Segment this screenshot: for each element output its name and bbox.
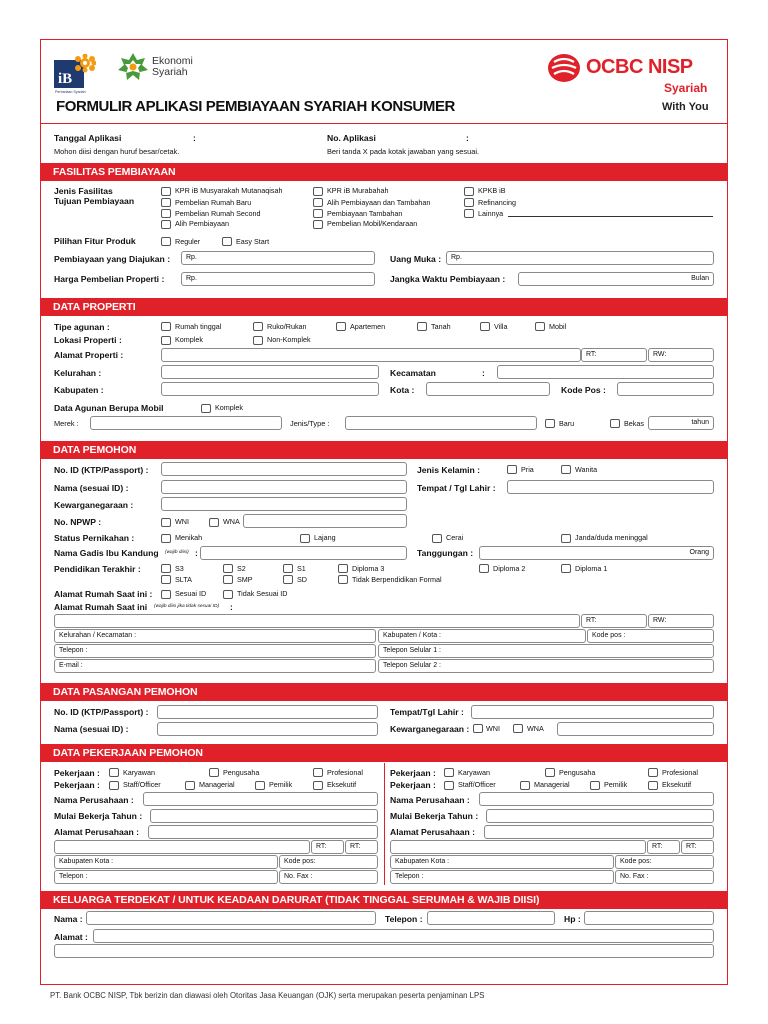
d2-checkbox[interactable] [479,564,489,573]
pek2-rt-input[interactable] [647,840,680,854]
jangka-bulan: Bulan [691,275,709,282]
pek2-telepon-label: Telepon : [395,873,424,880]
pek2-perusahaan-label: Nama Perusahaan : [390,795,470,805]
pek1-karyawan-checkbox[interactable] [109,768,119,777]
sd-checkbox[interactable] [283,575,293,584]
mobil-komplek-checkbox[interactable] [201,404,211,413]
pek1-fax-input[interactable] [279,870,378,884]
jenis-fasilitas-label: Jenis Fasilitas [54,186,113,196]
telepon-label: Telepon : [59,647,88,654]
smp-checkbox[interactable] [223,575,233,584]
pek1-staff-label: Staff/Officer [123,780,161,789]
pendidikan-label: Pendidikan Terakhir : [54,564,141,574]
opt-lainnya-checkbox[interactable] [464,209,474,218]
alamat-ini-rw[interactable] [648,614,714,628]
alamat-ini-rt-label: RT: [586,617,597,624]
opt-rumah-second-label: Pembelian Rumah Second [175,209,261,218]
opt-kpr-mm-label: KPR iB Musyarakah Mutanaqisah [175,186,283,195]
tahun-input[interactable] [648,416,714,430]
tahun-unit: tahun [691,419,709,426]
section-pasangan-header: DATA PASANGAN PEMOHON [41,683,727,701]
no-aplikasi-colon: : [466,133,469,143]
janda-checkbox[interactable] [561,534,571,543]
selular1-input[interactable] [378,644,714,658]
ekonomi-star-icon [117,52,149,84]
opt-rumah-baru-checkbox[interactable] [161,198,171,207]
pek1-kabkota-label: Kabupaten Kota : [59,858,114,865]
footer-disclaimer: PT. Bank OCBC NISP, Tbk berizin dan diawasi oleh Otoritas Jasa Keuangan (OJK) serta merupakan peserta penjaminan LPS [50,991,485,1000]
header-rule [41,123,727,124]
form-title: FORMULIR APLIKASI PEMBIAYAAN SYARIAH KONSUMER [56,98,455,115]
pek1-managerial-label: Managerial [199,780,235,789]
pasangan-nama-input[interactable] [157,722,378,736]
s3-label: S3 [175,564,184,573]
tipe-rumah-label: Rumah tinggal [175,322,222,331]
properti-rt-label: RT: [586,351,597,358]
alamat-ini-rt[interactable] [581,614,647,628]
uang-muka-rp: Rp. [451,254,462,261]
email-label: E-mail : [59,662,83,669]
opt-rumah-second-checkbox[interactable] [161,209,171,218]
keluarga-hp-input[interactable] [584,911,714,925]
kodepos-input[interactable] [617,382,714,396]
d1-label: Diploma 1 [575,564,608,573]
tujuan-pembiayaan-label: Tujuan Pembiayaan [54,196,135,206]
section-properti-header: DATA PROPERTI [41,298,727,316]
section-keluarga-header: KELUARGA TERDEKAT / UNTUK KEADAAN DARURAT (TIDAK TINGGAL SERUMAH & WAJIB DIISI) [41,891,727,909]
kode-pos-label: Kode pos : [592,632,626,639]
pek2-managerial-label: Managerial [534,780,570,789]
pek1-profesional-label: Profesional [327,768,363,777]
pemohon-nama-label: Nama (sesuai ID) : [54,483,129,493]
tidak-sesuai-id-label: Tidak Sesuai ID [237,589,288,598]
pek2-kabkota-label: Kabupaten Kota : [395,858,450,865]
pek1-perusahaan-input[interactable] [143,792,378,806]
fitur-produk-label: Pilihan Fitur Produk [54,236,136,246]
pek2-karyawan-label: Karyawan [458,768,490,777]
keluarga-telepon-input[interactable] [427,911,555,925]
pek2-kodepos-input[interactable] [615,855,714,869]
pek1-eksekutif-label: Eksekutif [327,780,357,789]
pek2-staff-label: Staff/Officer [458,780,496,789]
pek2-profesional-checkbox[interactable] [648,768,658,777]
pek1-rt2-label: RT: [350,843,361,850]
mobil-label: Data Agunan Berupa Mobil [54,403,164,413]
pek2-alamat-line2[interactable] [390,840,646,854]
menikah-checkbox[interactable] [161,534,171,543]
note-mark-x: Beri tanda X pada kotak jawaban yang sesuai. [327,147,480,156]
s3-checkbox[interactable] [161,564,171,573]
s2-label: S2 [237,564,246,573]
fitur-easy-start-checkbox[interactable] [222,237,232,246]
d3-checkbox[interactable] [338,564,348,573]
tanggal-aplikasi-label: Tanggal Aplikasi [54,133,122,143]
fitur-easy-start-label: Easy Start [236,237,270,246]
tipe-apartemen-checkbox[interactable] [336,322,346,331]
opt-refinancing-checkbox[interactable] [464,198,474,207]
pasangan-ttl-input[interactable] [471,705,714,719]
pek1-kodepos-label: Kode pos: [284,858,316,865]
harga-label: Harga Pembelian Properti : [54,274,165,284]
opt-alih-tambahan-checkbox[interactable] [313,198,323,207]
tagline: With You [662,101,709,113]
nonformal-checkbox[interactable] [338,575,348,584]
alamat-properti-rw[interactable] [648,348,714,362]
opt-lainnya-label: Lainnya [478,209,504,218]
pek2-fax-input[interactable] [615,870,714,884]
jenis-type-label: Jenis/Type : [290,419,330,428]
pek2-pemilik-label: Pemilik [604,780,628,789]
pek1-rt-label: RT: [316,843,327,850]
pek2-alamat-input[interactable] [484,825,714,839]
pek1-alamat-line2[interactable] [54,840,310,854]
slta-checkbox[interactable] [161,575,171,584]
lainnya-input-line[interactable] [508,216,713,217]
keluarga-alamat-line2[interactable] [54,944,714,958]
tanggungan-unit: Orang [689,549,709,556]
mobil-komplek-label: Komplek [215,403,243,412]
smp-label: SMP [237,575,253,584]
tipe-villa-label: Villa [494,322,508,331]
ekonomi-line2: Syariah [152,66,188,78]
tidak-sesuai-id-checkbox[interactable] [223,590,233,599]
status-label: Status Pernikahan : [54,533,135,543]
section-pemohon-header: DATA PEMOHON [41,441,727,459]
pemohon-id-input[interactable] [161,462,407,476]
s1-checkbox[interactable] [283,564,293,573]
cerai-checkbox[interactable] [432,534,442,543]
pek2-fax-label: No. Fax : [620,873,649,880]
opt-kpr-mm-checkbox[interactable] [161,187,171,196]
pek1-eksekutif-checkbox[interactable] [313,781,323,790]
pek2-karyawan-checkbox[interactable] [444,768,454,777]
pek2-perusahaan-input[interactable] [479,792,714,806]
warga-label: Kewarganegaraan : [54,500,134,510]
uang-muka-input[interactable] [446,251,714,265]
kode-pos-input[interactable] [587,629,714,643]
pria-label: Pria [521,465,534,474]
kel-kec-input[interactable] [54,629,376,643]
keluarga-nama-input[interactable] [86,911,376,925]
npwp-wna-label: WNA [223,517,240,526]
kabupaten-label: Kabupaten : [54,385,104,395]
tipe-ruko-checkbox[interactable] [253,322,263,331]
brand-sub: Syariah [664,81,708,95]
note-uppercase: Mohon diisi dengan huruf besar/cetak. [54,147,180,156]
s1-label: S1 [297,564,306,573]
pemohon-id-label: No. ID (KTP/Passport) : [54,465,149,475]
kodepos-label: Kode Pos : [561,385,606,395]
pek1-rt-input[interactable] [311,840,344,854]
selular1-label: Telepon Selular 1 : [383,647,441,654]
pek1-kodepos-input[interactable] [279,855,378,869]
kecamatan-input[interactable] [497,365,714,379]
pasangan-nama-label: Nama (sesuai ID) : [54,724,129,734]
pek2-mulai-label: Mulai Bekerja Tahun : [390,811,479,821]
baru-checkbox[interactable] [545,419,555,428]
sesuai-id-label: Sesuai ID [175,589,207,598]
ibu-input[interactable] [200,546,407,560]
pek2-eksekutif-checkbox[interactable] [648,781,658,790]
ib-logo [54,54,96,94]
uang-muka-label: Uang Muka : [390,254,442,264]
wanita-checkbox[interactable] [561,465,571,474]
kelurahan-input[interactable] [161,365,379,379]
ekonomi-line1: Ekonomi [152,55,193,67]
pek1-fax-label: No. Fax : [284,873,313,880]
opt-alih-tambahan-label: Alih Pembiayaan dan Tambahan [327,198,431,207]
slta-label: SLTA [175,575,192,584]
opt-kpr-murabahah-label: KPR iB Murabahah [327,186,389,195]
pek1-perusahaan-label: Nama Perusahaan : [54,795,134,805]
jangka-input[interactable] [518,272,714,286]
pek1-mulai-label: Mulai Bekerja Tahun : [54,811,143,821]
jenis-type-input[interactable] [345,416,537,430]
keluarga-nama-label: Nama : [54,914,83,924]
tipe-villa-checkbox[interactable] [480,322,490,331]
keluarga-alamat-input[interactable] [93,929,714,943]
pasangan-wni-checkbox[interactable] [473,724,483,733]
npwp-wni-checkbox[interactable] [161,518,171,527]
opt-kpkb-label: KPKB iB [478,186,506,195]
lokasi-komplek-label: Komplek [175,335,203,344]
pek1-pemilik-checkbox[interactable] [255,781,265,790]
nonformal-label: Tidak Berpendidikan Formal [352,575,442,584]
kota-label: Kota : [390,385,415,395]
pria-checkbox[interactable] [507,465,517,474]
ibu-label: Nama Gadis Ibu Kandung [54,548,159,558]
keluarga-hp-label: Hp : [564,914,581,924]
opt-tambahan-checkbox[interactable] [313,209,323,218]
brand-name: OCBC NISP [586,56,693,78]
pek1-telepon-input[interactable] [54,870,278,884]
bekas-label: Bekas [624,419,644,428]
pek1-alamat-input[interactable] [148,825,378,839]
tanggungan-label: Tanggungan : [417,548,474,558]
kel-kec-label: Kelurahan / Kecamatan : [59,632,137,639]
warga-input[interactable] [161,497,407,511]
tipe-tanah-checkbox[interactable] [417,322,427,331]
pek1-profesional-checkbox[interactable] [313,768,323,777]
alamat-ini-colon: : [230,602,233,612]
pek2-label-2: Pekerjaan : [390,780,436,790]
pekerjaan-divider [384,763,385,885]
tipe-mobil-checkbox[interactable] [535,322,545,331]
ibu-colon: : [195,548,198,558]
no-aplikasi-label: No. Aplikasi [327,133,376,143]
tipe-rumah-checkbox[interactable] [161,322,171,331]
merek-label: Merek : [54,419,79,428]
opt-kpkb-checkbox[interactable] [464,187,474,196]
pek2-rt2-input[interactable] [681,840,714,854]
pek1-label-2: Pekerjaan : [54,780,100,790]
baru-label: Baru [559,419,575,428]
tanggungan-input[interactable] [479,546,714,560]
pek1-pemilik-label: Pemilik [269,780,293,789]
keluarga-telepon-label: Telepon : [385,914,423,924]
keluarga-alamat-label: Alamat : [54,932,88,942]
ib-logo-text: iB [58,71,73,87]
diajukan-input[interactable] [181,251,375,265]
pek2-telepon-input[interactable] [390,870,614,884]
pek2-kodepos-label: Kode pos: [620,858,652,865]
selular2-label: Telepon Selular 2 : [383,662,441,669]
pek1-telepon-label: Telepon : [59,873,88,880]
fitur-reguler-label: Reguler [175,237,201,246]
kelurahan-label: Kelurahan : [54,368,102,378]
alamat-properti-rt[interactable] [581,348,647,362]
diajukan-rp: Rp. [186,254,197,261]
d1-checkbox[interactable] [561,564,571,573]
kelamin-label: Jenis Kelamin : [417,465,481,475]
section-pekerjaan-header: DATA PEKERJAAN PEMOHON [41,744,727,762]
kab-kota-input[interactable] [378,629,586,643]
lokasi-label: Lokasi Properti : [54,335,122,345]
ib-logo-sub: Perbankan Syariah [55,90,86,94]
s2-checkbox[interactable] [223,564,233,573]
kecamatan-label: Kecamatan [390,368,436,378]
npwp-wna-checkbox[interactable] [209,518,219,527]
pemohon-ttl-input[interactable] [507,480,714,494]
pek2-pemilik-checkbox[interactable] [590,781,600,790]
pek2-rt-label: RT: [652,843,663,850]
pasangan-wni-label: WNI [486,724,500,733]
lajang-checkbox[interactable] [300,534,310,543]
pek2-label: Pekerjaan : [390,768,436,778]
harga-input[interactable] [181,272,375,286]
pasangan-wna-checkbox[interactable] [513,724,523,733]
opt-alih-label: Alih Pembiayaan [175,219,229,228]
pek2-profesional-label: Profesional [662,768,698,777]
wanita-label: Wanita [575,465,598,474]
opt-mobil-label: Pembelian Mobil/Kendaraan [327,219,418,228]
pek1-label: Pekerjaan : [54,768,100,778]
tipe-mobil-label: Mobil [549,322,567,331]
pek1-pengusaha-checkbox[interactable] [209,768,219,777]
npwp-input[interactable] [243,514,407,528]
alamat-properti-input[interactable] [161,348,581,362]
pek1-kabkota-input[interactable] [54,855,278,869]
pek2-managerial-checkbox[interactable] [520,781,530,790]
ibu-note: (wajib diisi) [165,550,189,555]
cerai-label: Cerai [446,533,464,542]
ekonomi-syariah-logo [117,52,207,84]
pasangan-ttl-label: Tempat/Tgl Lahir : [390,707,464,717]
alamat-ini-label: Alamat Rumah Saat ini : [54,589,153,599]
alamat-ini-note: (wajib diisi jika tidak sesuai ID) [154,604,220,609]
tanggal-colon: : [193,133,196,143]
pek1-pengusaha-label: Pengusaha [223,768,260,777]
lokasi-nonkomplek-checkbox[interactable] [253,336,263,345]
sd-label: SD [297,575,307,584]
alamat-ini-input[interactable] [54,614,580,628]
opt-alih-checkbox[interactable] [161,220,171,229]
npwp-wni-label: WNI [175,517,189,526]
kecamatan-colon: : [482,368,485,378]
opt-kpr-murabahah-checkbox[interactable] [313,187,323,196]
pemohon-ttl-label: Tempat / Tgl Lahir : [417,483,496,493]
email-input[interactable] [54,659,376,673]
pek2-alamat-label: Alamat Perusahaan : [390,827,476,837]
merek-input[interactable] [90,416,282,430]
opt-tambahan-label: Pembiayaan Tambahan [327,209,403,218]
selular2-input[interactable] [378,659,714,673]
pek1-alamat-label: Alamat Perusahaan : [54,827,140,837]
pek2-staff-checkbox[interactable] [444,781,454,790]
pasangan-wna-input[interactable] [557,722,714,736]
tipe-tanah-label: Tanah [431,322,451,331]
opt-mobil-checkbox[interactable] [313,220,323,229]
tipe-agunan-label: Tipe agunan : [54,322,110,332]
kab-kota-label: Kabupaten / Kota : [383,632,441,639]
pek1-managerial-checkbox[interactable] [185,781,195,790]
pek1-mulai-input[interactable] [150,809,378,823]
pek1-staff-checkbox[interactable] [109,781,119,790]
pek2-pengusaha-label: Pengusaha [559,768,596,777]
harga-rp: Rp. [186,275,197,282]
bekas-checkbox[interactable] [610,419,620,428]
opt-rumah-baru-label: Pembelian Rumah Baru [175,198,252,207]
pasangan-id-input[interactable] [157,705,378,719]
lajang-label: Lajang [314,533,336,542]
kota-input[interactable] [426,382,550,396]
pek2-pengusaha-checkbox[interactable] [545,768,555,777]
alamat-ini-label-2: Alamat Rumah Saat ini [54,602,148,612]
alamat-ini-rw-label: RW: [653,617,667,624]
pasangan-warga-label: Kewarganegaraan : [390,724,470,734]
d2-label: Diploma 2 [493,564,526,573]
diajukan-label: Pembiayaan yang Diajukan : [54,254,171,264]
properti-rw-label: RW: [653,351,667,358]
pasangan-wna-label: WNA [527,724,544,733]
fitur-reguler-checkbox[interactable] [161,237,171,246]
janda-label: Janda/duda meninggal [575,533,648,542]
npwp-label: No. NPWP : [54,517,102,527]
tipe-apartemen-label: Apartemen [350,322,386,331]
jangka-label: Jangka Waktu Pembiayaan : [390,274,506,284]
pasangan-id-label: No. ID (KTP/Passport) : [54,707,149,717]
pemohon-nama-input[interactable] [161,480,407,494]
lokasi-komplek-checkbox[interactable] [161,336,171,345]
pek2-kabkota-input[interactable] [390,855,614,869]
lokasi-nonkomplek-label: Non-Komplek [267,335,311,344]
pek2-eksekutif-label: Eksekutif [662,780,692,789]
d3-label: Diploma 3 [352,564,385,573]
pek1-rt2-input[interactable] [345,840,378,854]
alamat-properti-label: Alamat Properti : [54,350,124,360]
ocbc-logo-icon [547,53,581,83]
opt-refinancing-label: Refinancing [478,198,516,207]
menikah-label: Menikah [175,533,203,542]
pek2-mulai-input[interactable] [486,809,714,823]
section-fasilitas-header: FASILITAS PEMBIAYAAN [41,163,727,181]
pek1-karyawan-label: Karyawan [123,768,155,777]
telepon-input[interactable] [54,644,376,658]
sesuai-id-checkbox[interactable] [161,590,171,599]
tipe-ruko-label: Ruko/Rukan [267,322,307,331]
kabupaten-input[interactable] [161,382,379,396]
pek2-rt2-label: RT: [686,843,697,850]
